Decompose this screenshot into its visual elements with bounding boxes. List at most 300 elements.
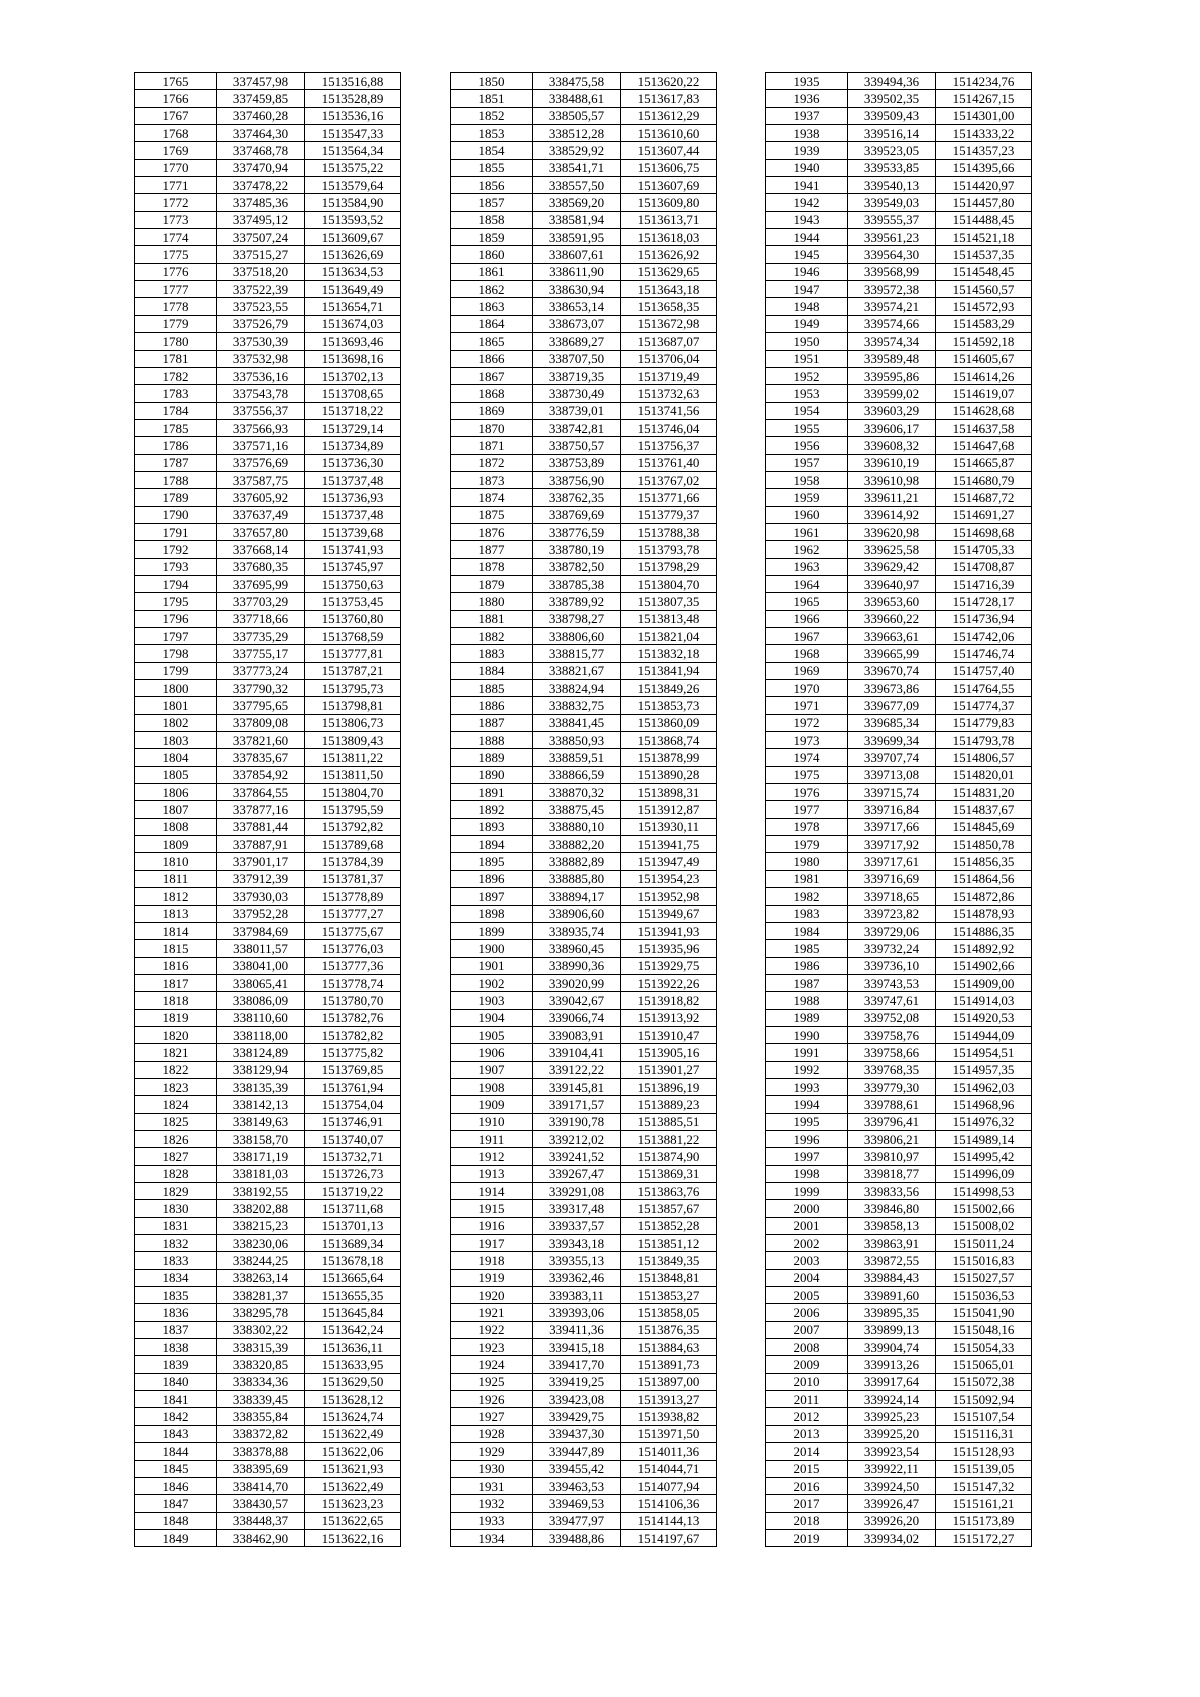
y-coordinate-cell: 1513760,80 [305,610,401,627]
y-coordinate-cell: 1513811,22 [305,749,401,766]
y-coordinate-cell: 1514864,56 [936,870,1032,887]
point-number-cell: 1906 [451,1044,533,1061]
x-coordinate-cell: 339863,91 [848,1235,936,1252]
y-coordinate-cell: 1515054,33 [936,1339,1032,1356]
y-coordinate-cell: 1514746,74 [936,645,1032,662]
x-coordinate-cell: 339477,97 [533,1512,621,1529]
y-coordinate-cell: 1513929,75 [621,957,717,974]
table-row [135,940,401,957]
table-row [766,1529,1032,1546]
y-coordinate-cell: 1514614,26 [936,367,1032,384]
y-coordinate-cell: 1513788,38 [621,523,717,540]
table-row [135,211,401,228]
y-coordinate-cell: 1514267,15 [936,90,1032,107]
table-row [766,558,1032,575]
y-coordinate-cell: 1514716,39 [936,575,1032,592]
y-coordinate-cell: 1513746,04 [621,419,717,436]
table-row [135,1373,401,1390]
point-number-cell: 1897 [451,888,533,905]
point-number-cell: 1818 [135,992,217,1009]
y-coordinate-cell: 1513912,87 [621,801,717,818]
table-row [451,974,717,991]
point-number-cell: 1975 [766,766,848,783]
x-coordinate-cell: 338815,77 [533,645,621,662]
y-coordinate-cell: 1513610,60 [621,125,717,142]
table-row [135,992,401,1009]
table-row [451,1183,717,1200]
table-row [451,645,717,662]
y-coordinate-cell: 1514872,86 [936,888,1032,905]
table-row [135,1044,401,1061]
y-coordinate-cell: 1515092,94 [936,1391,1032,1408]
table-row [451,333,717,350]
point-number-cell: 1845 [135,1460,217,1477]
table-row [766,73,1032,90]
point-number-cell: 1783 [135,385,217,402]
y-coordinate-cell: 1514521,18 [936,229,1032,246]
table-row [451,90,717,107]
y-coordinate-cell: 1513674,03 [305,315,401,332]
table-row [766,974,1032,991]
x-coordinate-cell: 338753,89 [533,454,621,471]
x-coordinate-cell: 338372,82 [217,1425,305,1442]
point-number-cell: 1850 [451,73,533,90]
table-row [451,1425,717,1442]
point-number-cell: 1925 [451,1373,533,1390]
x-coordinate-cell: 339713,08 [848,766,936,783]
table-row [766,1391,1032,1408]
point-number-cell: 1891 [451,784,533,801]
y-coordinate-cell: 1513778,74 [305,974,401,991]
point-number-cell: 2005 [766,1287,848,1304]
table-row [451,1304,717,1321]
x-coordinate-cell: 339355,13 [533,1252,621,1269]
point-number-cell: 1979 [766,836,848,853]
point-number-cell: 1809 [135,836,217,853]
y-coordinate-cell: 1513793,78 [621,541,717,558]
point-number-cell: 1862 [451,281,533,298]
table-row [135,749,401,766]
point-number-cell: 1852 [451,107,533,124]
x-coordinate-cell: 339810,97 [848,1148,936,1165]
point-number-cell: 1868 [451,385,533,402]
table-row [451,610,717,627]
point-number-cell: 1987 [766,974,848,991]
y-coordinate-cell: 1513613,71 [621,211,717,228]
x-coordinate-cell: 338355,84 [217,1408,305,1425]
y-coordinate-cell: 1513740,07 [305,1130,401,1147]
table-row [766,1235,1032,1252]
table-row [766,142,1032,159]
x-coordinate-cell: 339564,30 [848,246,936,263]
x-coordinate-cell: 339572,38 [848,281,936,298]
point-number-cell: 2009 [766,1356,848,1373]
y-coordinate-cell: 1514996,09 [936,1165,1032,1182]
x-coordinate-cell: 339610,19 [848,454,936,471]
y-coordinate-cell: 1513848,81 [621,1269,717,1286]
table-row [451,1408,717,1425]
point-number-cell: 1869 [451,402,533,419]
x-coordinate-cell: 339736,10 [848,957,936,974]
table-row [135,870,401,887]
table-row [766,1009,1032,1026]
point-number-cell: 1917 [451,1235,533,1252]
point-number-cell: 1959 [766,489,848,506]
x-coordinate-cell: 339429,75 [533,1408,621,1425]
point-number-cell: 1765 [135,73,217,90]
point-number-cell: 1976 [766,784,848,801]
table-row [451,940,717,957]
table-row [135,1096,401,1113]
table-row [135,1321,401,1338]
table-row [135,541,401,558]
y-coordinate-cell: 1514628,68 [936,402,1032,419]
point-number-cell: 1797 [135,628,217,645]
table-row [766,1026,1032,1043]
x-coordinate-cell: 338859,51 [533,749,621,766]
y-coordinate-cell: 1513624,74 [305,1408,401,1425]
point-number-cell: 1867 [451,367,533,384]
y-coordinate-cell: 1513622,06 [305,1443,401,1460]
point-number-cell: 1863 [451,298,533,315]
y-coordinate-cell: 1513736,30 [305,454,401,471]
point-number-cell: 1949 [766,315,848,332]
y-coordinate-cell: 1513889,23 [621,1096,717,1113]
x-coordinate-cell: 339437,30 [533,1425,621,1442]
y-coordinate-cell: 1514976,32 [936,1113,1032,1130]
x-coordinate-cell: 339393,06 [533,1304,621,1321]
y-coordinate-cell: 1514920,53 [936,1009,1032,1026]
y-coordinate-cell: 1514793,78 [936,732,1032,749]
x-coordinate-cell: 339469,53 [533,1495,621,1512]
x-coordinate-cell: 338866,59 [533,766,621,783]
point-number-cell: 1816 [135,957,217,974]
y-coordinate-cell: 1514457,80 [936,194,1032,211]
x-coordinate-cell: 339625,58 [848,541,936,558]
point-number-cell: 1933 [451,1512,533,1529]
y-coordinate-cell: 1515173,89 [936,1512,1032,1529]
point-number-cell: 1775 [135,246,217,263]
x-coordinate-cell: 339614,92 [848,506,936,523]
x-coordinate-cell: 339925,23 [848,1408,936,1425]
y-coordinate-cell: 1513617,83 [621,90,717,107]
x-coordinate-cell: 338557,50 [533,177,621,194]
y-coordinate-cell: 1514583,29 [936,315,1032,332]
y-coordinate-cell: 1513536,16 [305,107,401,124]
y-coordinate-cell: 1513853,73 [621,697,717,714]
table-row [766,298,1032,315]
y-coordinate-cell: 1514989,14 [936,1130,1032,1147]
point-number-cell: 2018 [766,1512,848,1529]
table-row [766,1477,1032,1494]
point-number-cell: 1955 [766,419,848,436]
point-number-cell: 1772 [135,194,217,211]
table-row [135,1113,401,1130]
table-row [766,506,1032,523]
x-coordinate-cell: 338882,89 [533,853,621,870]
point-number-cell: 1833 [135,1252,217,1269]
table-row [766,107,1032,124]
x-coordinate-cell: 337735,29 [217,628,305,645]
y-coordinate-cell: 1513609,80 [621,194,717,211]
x-coordinate-cell: 337680,35 [217,558,305,575]
table-row [766,593,1032,610]
x-coordinate-cell: 338263,14 [217,1269,305,1286]
y-coordinate-cell: 1513626,92 [621,246,717,263]
point-number-cell: 1889 [451,749,533,766]
point-number-cell: 1854 [451,142,533,159]
x-coordinate-cell: 339589,48 [848,350,936,367]
y-coordinate-cell: 1514962,03 [936,1078,1032,1095]
table-row [451,419,717,436]
table-row [135,662,401,679]
table-row [451,680,717,697]
y-coordinate-cell: 1513732,71 [305,1148,401,1165]
table-row [135,333,401,350]
y-coordinate-cell: 1514892,92 [936,940,1032,957]
point-number-cell: 2012 [766,1408,848,1425]
y-coordinate-cell: 1513547,33 [305,125,401,142]
y-coordinate-cell: 1513935,96 [621,940,717,957]
table-row [766,766,1032,783]
x-coordinate-cell: 338378,88 [217,1443,305,1460]
point-number-cell: 1780 [135,333,217,350]
point-number-cell: 1853 [451,125,533,142]
y-coordinate-cell: 1513636,11 [305,1339,401,1356]
point-number-cell: 1769 [135,142,217,159]
y-coordinate-cell: 1513633,95 [305,1356,401,1373]
table-row [135,367,401,384]
y-coordinate-cell: 1513761,94 [305,1078,401,1095]
point-number-cell: 1966 [766,610,848,627]
y-coordinate-cell: 1514957,35 [936,1061,1032,1078]
x-coordinate-cell: 337470,94 [217,159,305,176]
table-row [451,1026,717,1043]
x-coordinate-cell: 339145,81 [533,1078,621,1095]
x-coordinate-cell: 339190,78 [533,1113,621,1130]
y-coordinate-cell: 1513528,89 [305,90,401,107]
y-coordinate-cell: 1513938,82 [621,1408,717,1425]
point-number-cell: 1814 [135,922,217,939]
table-row [135,1460,401,1477]
y-coordinate-cell: 1513852,28 [621,1217,717,1234]
table-row [135,125,401,142]
y-coordinate-cell: 1513947,49 [621,853,717,870]
x-coordinate-cell: 338935,74 [533,922,621,939]
point-number-cell: 1804 [135,749,217,766]
y-coordinate-cell: 1515128,93 [936,1443,1032,1460]
table-row [135,593,401,610]
y-coordinate-cell: 1513718,22 [305,402,401,419]
x-coordinate-cell: 338880,10 [533,818,621,835]
x-coordinate-cell: 337485,36 [217,194,305,211]
point-number-cell: 1784 [135,402,217,419]
table-row [135,315,401,332]
point-number-cell: 1973 [766,732,848,749]
x-coordinate-cell: 338653,14 [533,298,621,315]
point-number-cell: 1839 [135,1356,217,1373]
y-coordinate-cell: 1514886,35 [936,922,1032,939]
point-number-cell: 1883 [451,645,533,662]
y-coordinate-cell: 1513884,63 [621,1339,717,1356]
point-number-cell: 2008 [766,1339,848,1356]
x-coordinate-cell: 338824,94 [533,680,621,697]
y-coordinate-cell: 1513702,13 [305,367,401,384]
point-number-cell: 1777 [135,281,217,298]
table-row [135,784,401,801]
table-row [451,315,717,332]
table-row [451,1165,717,1182]
y-coordinate-cell: 1515172,27 [936,1529,1032,1546]
x-coordinate-cell: 338110,60 [217,1009,305,1026]
x-coordinate-cell: 338529,92 [533,142,621,159]
x-coordinate-cell: 339171,57 [533,1096,621,1113]
table-row [766,575,1032,592]
point-number-cell: 2017 [766,1495,848,1512]
point-number-cell: 1939 [766,142,848,159]
x-coordinate-cell: 338630,94 [533,281,621,298]
point-number-cell: 1794 [135,575,217,592]
table-row [766,454,1032,471]
point-number-cell: 1778 [135,298,217,315]
x-coordinate-cell: 337952,28 [217,905,305,922]
table-row [451,194,717,211]
y-coordinate-cell: 1513813,48 [621,610,717,627]
table-row [451,281,717,298]
y-coordinate-cell: 1513643,18 [621,281,717,298]
y-coordinate-cell: 1514357,23 [936,142,1032,159]
point-number-cell: 1962 [766,541,848,558]
table-row [766,1113,1032,1130]
y-coordinate-cell: 1513607,69 [621,177,717,194]
table-row [766,922,1032,939]
y-coordinate-cell: 1514647,68 [936,437,1032,454]
table-row [135,1408,401,1425]
table-row [766,1183,1032,1200]
table-row [766,1044,1032,1061]
x-coordinate-cell: 338171,19 [217,1148,305,1165]
y-coordinate-cell: 1513769,85 [305,1061,401,1078]
x-coordinate-cell: 338149,63 [217,1113,305,1130]
y-coordinate-cell: 1514077,94 [621,1477,717,1494]
table-row [766,229,1032,246]
y-coordinate-cell: 1513726,73 [305,1165,401,1182]
x-coordinate-cell: 337464,30 [217,125,305,142]
point-number-cell: 2007 [766,1321,848,1338]
table-row [766,1512,1032,1529]
x-coordinate-cell: 339383,11 [533,1287,621,1304]
y-coordinate-cell: 1513913,27 [621,1391,717,1408]
coordinate-table-3 [765,72,1032,1547]
x-coordinate-cell: 337536,16 [217,367,305,384]
table-row [135,1026,401,1043]
table-row [451,922,717,939]
x-coordinate-cell: 339729,06 [848,922,936,939]
y-coordinate-cell: 1513857,67 [621,1200,717,1217]
point-number-cell: 1984 [766,922,848,939]
table-row [451,853,717,870]
table-row [135,905,401,922]
y-coordinate-cell: 1513777,27 [305,905,401,922]
x-coordinate-cell: 339884,43 [848,1269,936,1286]
point-number-cell: 1779 [135,315,217,332]
y-coordinate-cell: 1515107,54 [936,1408,1032,1425]
y-coordinate-cell: 1513750,63 [305,575,401,592]
point-number-cell: 1841 [135,1391,217,1408]
table-row [766,628,1032,645]
table-row [451,107,717,124]
point-number-cell: 1974 [766,749,848,766]
y-coordinate-cell: 1515008,02 [936,1217,1032,1234]
table-row [766,1495,1032,1512]
table-row [135,1165,401,1182]
y-coordinate-cell: 1513777,81 [305,645,401,662]
table-row [766,1373,1032,1390]
point-number-cell: 1893 [451,818,533,835]
point-number-cell: 1936 [766,90,848,107]
y-coordinate-cell: 1513607,44 [621,142,717,159]
x-coordinate-cell: 338181,03 [217,1165,305,1182]
point-number-cell: 1855 [451,159,533,176]
point-number-cell: 1844 [135,1443,217,1460]
x-coordinate-cell: 337809,08 [217,714,305,731]
x-coordinate-cell: 339717,66 [848,818,936,835]
table-row [135,402,401,419]
x-coordinate-cell: 338569,20 [533,194,621,211]
point-number-cell: 1993 [766,1078,848,1095]
point-number-cell: 1796 [135,610,217,627]
table-row [766,471,1032,488]
y-coordinate-cell: 1513798,29 [621,558,717,575]
table-row [451,1287,717,1304]
point-number-cell: 1835 [135,1287,217,1304]
x-coordinate-cell: 339904,74 [848,1339,936,1356]
table-row [766,645,1032,662]
x-coordinate-cell: 339934,02 [848,1529,936,1546]
table-row [451,506,717,523]
point-number-cell: 1927 [451,1408,533,1425]
point-number-cell: 1938 [766,125,848,142]
y-coordinate-cell: 1513777,36 [305,957,401,974]
x-coordinate-cell: 337566,93 [217,419,305,436]
table-row [766,90,1032,107]
y-coordinate-cell: 1514011,36 [621,1443,717,1460]
x-coordinate-cell: 339362,46 [533,1269,621,1286]
table-row [766,1304,1032,1321]
y-coordinate-cell: 1513516,88 [305,73,401,90]
y-coordinate-cell: 1515011,24 [936,1235,1032,1252]
table-row [766,801,1032,818]
x-coordinate-cell: 337515,27 [217,246,305,263]
x-coordinate-cell: 339574,66 [848,315,936,332]
x-coordinate-cell: 338870,32 [533,784,621,801]
x-coordinate-cell: 339595,86 [848,367,936,384]
y-coordinate-cell: 1513806,73 [305,714,401,731]
point-number-cell: 1788 [135,471,217,488]
y-coordinate-cell: 1513898,31 [621,784,717,801]
point-number-cell: 1969 [766,662,848,679]
table-row [451,350,717,367]
y-coordinate-cell: 1513874,90 [621,1148,717,1165]
y-coordinate-cell: 1513792,82 [305,818,401,835]
x-coordinate-cell: 339917,64 [848,1373,936,1390]
x-coordinate-cell: 339533,85 [848,159,936,176]
point-number-cell: 1858 [451,211,533,228]
y-coordinate-cell: 1513795,73 [305,680,401,697]
x-coordinate-cell: 339673,86 [848,680,936,697]
y-coordinate-cell: 1514831,20 [936,784,1032,801]
point-number-cell: 1895 [451,853,533,870]
